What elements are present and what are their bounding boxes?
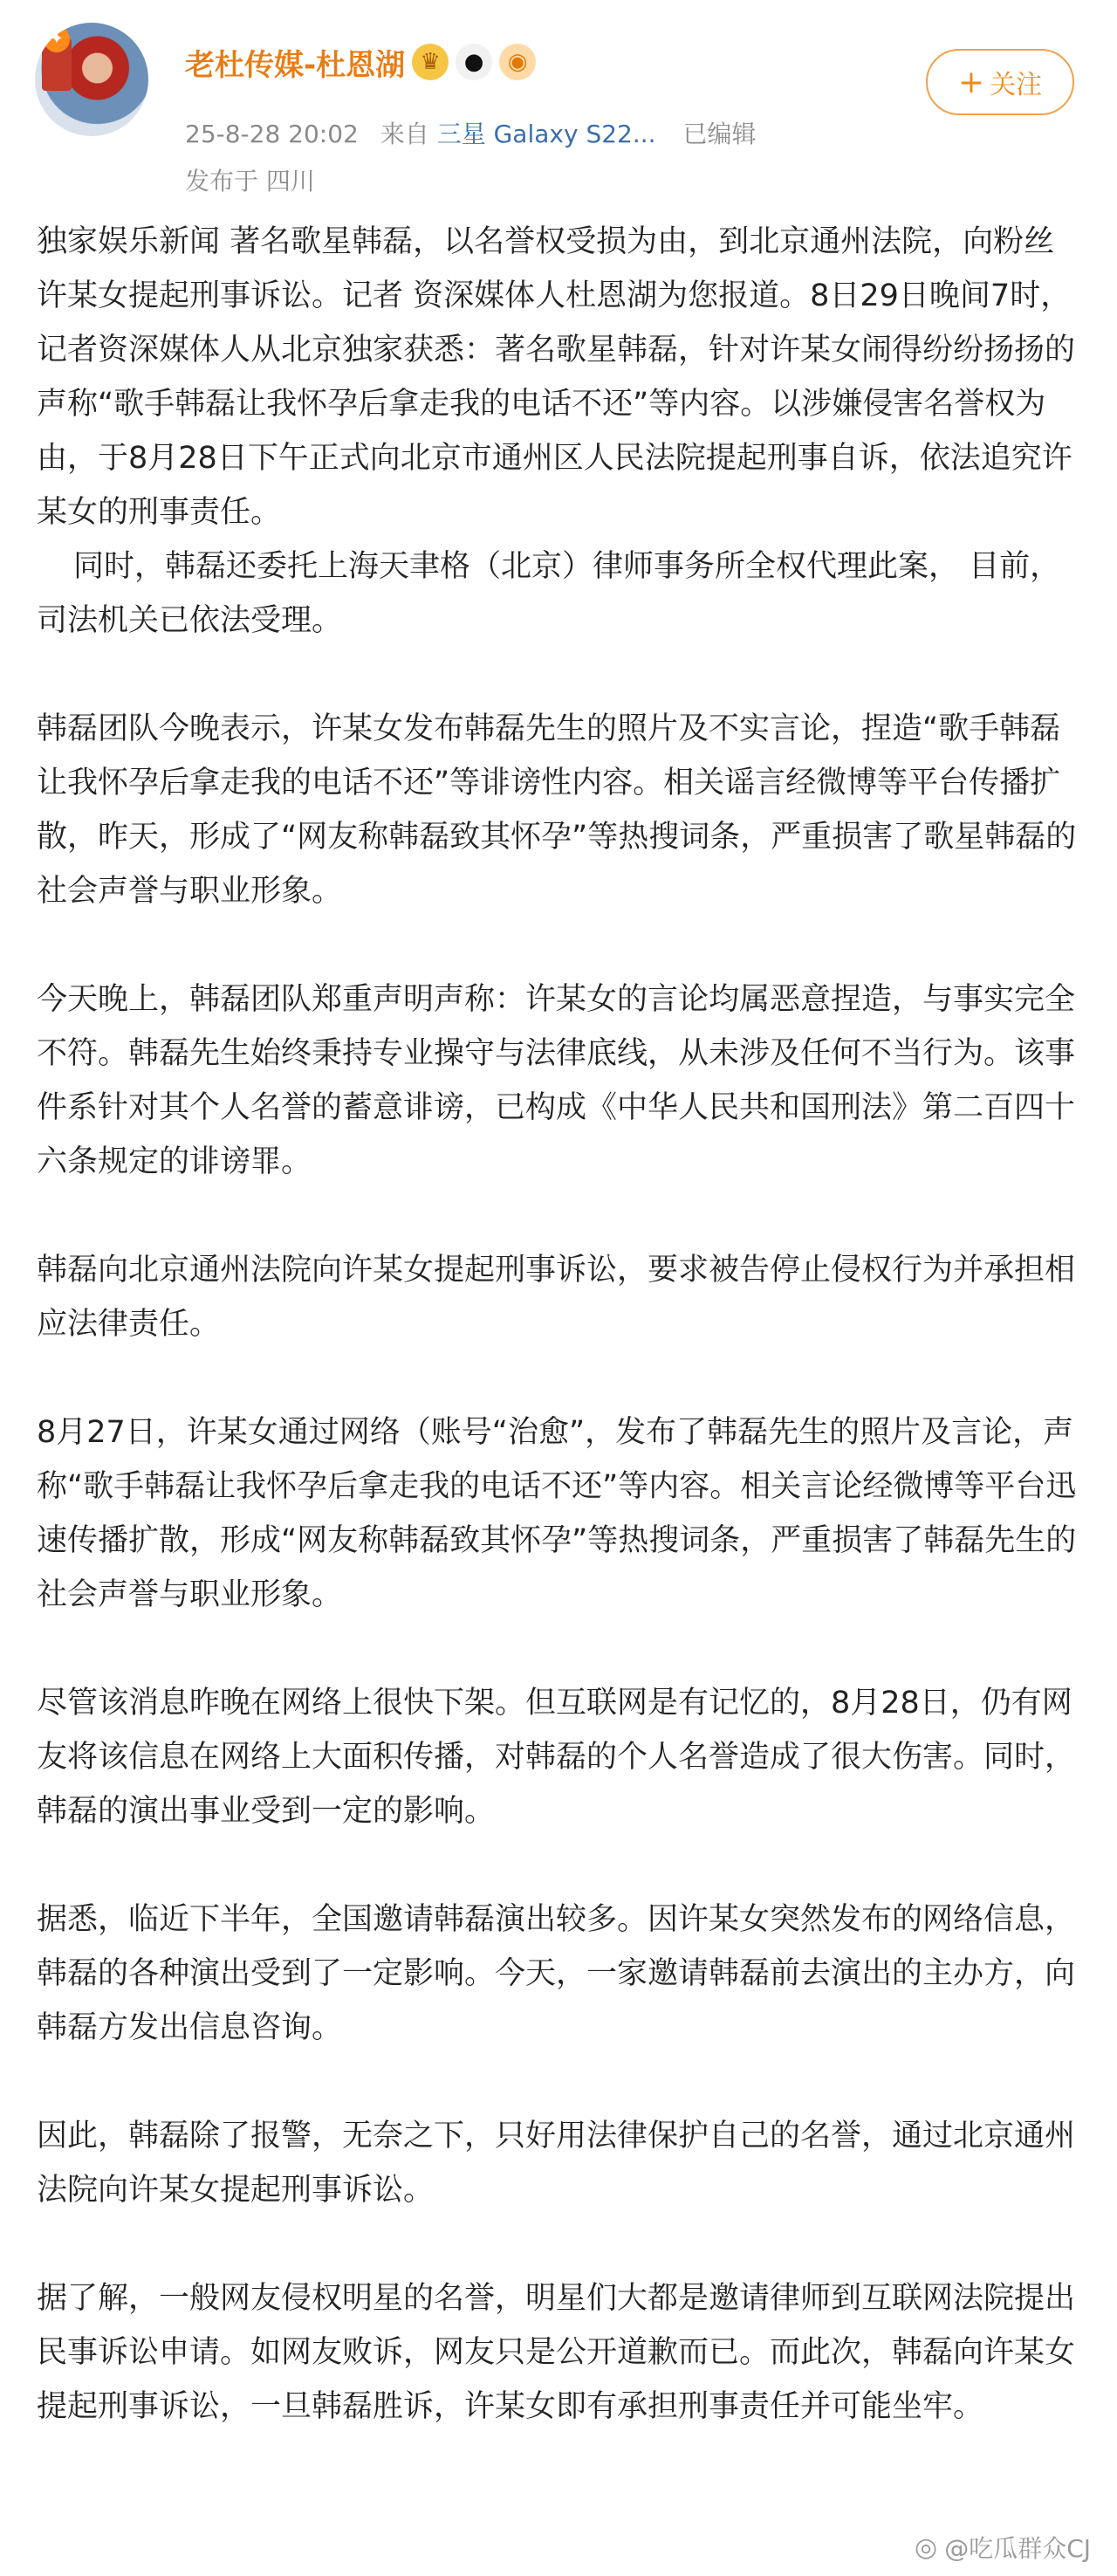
paragraph: 韩磊团队今晚表示，许某女发布韩磊先生的照片及不实言论，捏造“歌手韩磊让我怀孕后拿走我的电话不还”等诽谤性内容。相关谣言经微博等平台传播扩散，昨天，形成了“网友称韩磊致其怀孕”等热搜词条，严重损害了歌星韩磊的社会声誉与职业形象。 [37, 711, 1077, 909]
author-row [185, 40, 536, 84]
device-link[interactable]: 三星 Galaxy S22... [436, 120, 656, 148]
post-location: 发布于 四川 [185, 167, 315, 196]
paragraph: 据悉，临近下半年，全国邀请韩磊演出较多。因许某女突然发布的网络信息，韩磊的各种演出受到了一定影响。今天，一家邀请韩磊前去演出的主办方，向韩磊方发出信息咨询。 [37, 1902, 1076, 2045]
edited-label[interactable]: 已编辑 [682, 120, 757, 148]
post-body [37, 215, 1080, 2488]
post-header [35, 17, 1082, 196]
follow-button[interactable] [926, 49, 1074, 115]
paragraph: 据了解，一般网友侵权明星的名誉，明星们大都是邀请律师到互联网法院提出民事诉讼申请。如网友败诉，网友只是公开道歉而已。而此次，韩磊向许某女提起刑事诉讼，一旦韩磊胜诉，许某女即有承担刑事责任并可能坐牢。 [37, 2281, 1076, 2424]
paragraph: 因此，韩磊除了报警，无奈之下，只好用法律保护自己的名誉，通过北京通州法院向许某女提起刑事诉讼。 [37, 2119, 1076, 2208]
paragraph: 韩磊向北京通州法院向许某女提起刑事诉讼，要求被告停止侵权行为并承担相应法律责任。 [37, 1253, 1076, 1342]
fish-medal-icon[interactable]: ◉ [499, 44, 536, 80]
post-meta [185, 115, 756, 150]
panda-medal-icon[interactable]: ● [456, 44, 492, 80]
crown-medal-icon[interactable]: ♛ [412, 44, 449, 80]
verified-badge-icon: ✦ [44, 26, 70, 52]
avatar[interactable] [35, 23, 148, 136]
source-prefix: 来自 [380, 120, 429, 148]
paragraph: 独家娱乐新闻 著名歌星韩磊，以名誉权受损为由，到北京通州法院，向粉丝许某女提起刑事诉讼。记者 资深媒体人杜恩湖为您报道。8日29日晚间7时，记者资深媒体人从北京独家获悉：著名歌星韩磊，针对许某女闹得纷纷扬扬的声称“歌手韩磊让我怀孕后拿走我的电话不还”等内容。以涉嫌侵害名誉权为由，于8月28日下午正式向北京市通州区人民法院提起刑事自诉，依法追究许某女的刑事责任。 [37, 224, 1076, 530]
paragraph: 尽管该消息昨晚在网络上很快下架。但互联网是有记忆的，8月28日，仍有网友将该信息在网络上大面积传播，对韩磊的个人名誉造成了很大伤害。同时，韩磊的演出事业受到一定的影响。 [37, 1686, 1076, 1829]
plus-icon: + [957, 64, 985, 100]
weibo-icon: ◎ [915, 2531, 938, 2563]
paragraph: 8月27日，许某女通过网络（账号“治愈”，发布了韩磊先生的照片及言论，声称“歌手韩磊让我怀孕后拿走我的电话不还”等内容。相关言论经微博等平台迅速传播扩散，形成“网友称韩磊致其怀孕”等热搜词条，严重损害了韩磊先生的社会声誉与职业形象。 [37, 1415, 1077, 1612]
post-time: 25-8-28 20:02 [185, 120, 359, 148]
watermark-text: @吃瓜群众CJ [944, 2534, 1091, 2563]
follow-label: 关注 [990, 70, 1043, 100]
paragraph: 同时，韩磊还委托上海天聿格（北京）律师事务所全权代理此案， 目前，司法机关已依法受理。 [37, 549, 1061, 638]
watermark [915, 2530, 1091, 2565]
paragraph: 今天晚上，韩磊团队郑重声明声称：许某女的言论均属恶意捏造，与事实完全不符。韩磊先生始终秉持专业操守与法律底线，从未涉及任何不当行为。该事件系针对其个人名誉的蓄意诽谤，已构成《中华人民共和国刑法》第二百四十六条规定的诽谤罪。 [37, 982, 1076, 1179]
author-name[interactable]: 老杜传媒-杜恩湖 [185, 47, 406, 83]
